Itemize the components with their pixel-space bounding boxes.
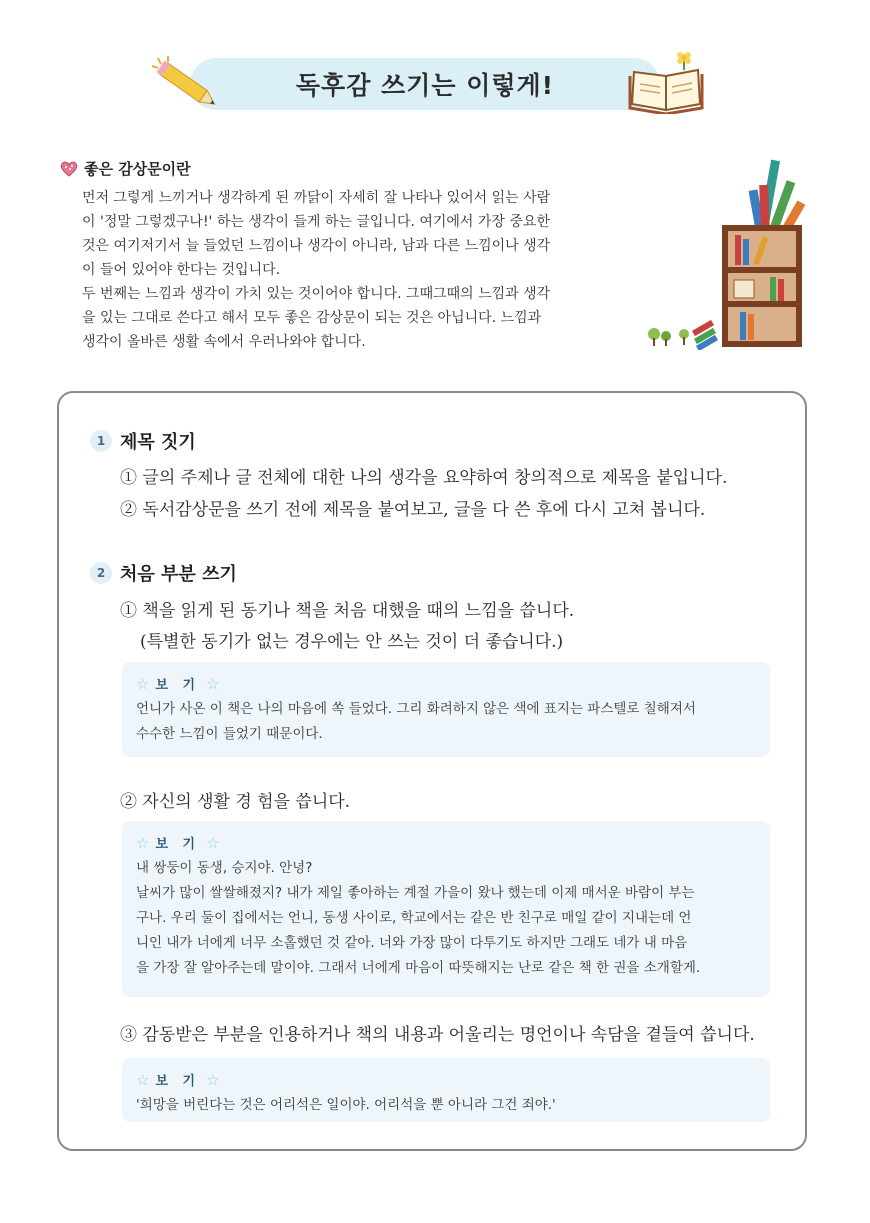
item-1-line-1: ① 책을 읽게 된 동기나 책을 처음 대했을 때의 느낌을 씁니다. xyxy=(120,601,575,621)
example-heading xyxy=(136,1070,756,1089)
intro-line: 이 들어 있어야 한다는 것입니다. xyxy=(82,262,281,278)
example-heading xyxy=(136,833,756,852)
star-icon: ☆ xyxy=(206,1070,220,1089)
section-number-badge: 2 xyxy=(90,562,112,584)
example-line: 내 쌍둥이 동생, 승지야. 안녕? xyxy=(136,860,313,876)
example-label: 보 기 xyxy=(155,678,201,693)
item-2-line: ② 자신의 생활 경 험을 씁니다. xyxy=(120,792,351,812)
example-label: 보 기 xyxy=(155,1074,201,1089)
section-number-badge: 1 xyxy=(90,430,112,452)
intro-line: 을 있는 그대로 쓴다고 해서 모두 좋은 감상문이 되는 것은 아닙니다. 느낌과 xyxy=(82,310,542,326)
star-icon: ☆ xyxy=(136,674,150,693)
intro-line: 먼저 그렇게 느끼거나 생각하게 된 까닭이 자세히 잘 나타나 있어서 읽는 사람 xyxy=(82,190,551,206)
example-line: 구나. 우리 둘이 집에서는 언니, 동생 사이로, 학교에서는 같은 반 친구로 매일 같이 지내는데 언 xyxy=(136,910,692,926)
intro-line: 두 번째는 느낌과 생각이 가치 있는 것이어야 합니다. 그때그때의 느낌과 생각 xyxy=(82,286,551,302)
section-2-heading xyxy=(90,560,237,586)
open-book-icon xyxy=(628,50,706,114)
star-icon: ☆ xyxy=(206,833,220,852)
example-line: 수수한 느낌이 들었기 때문이다. xyxy=(136,726,323,742)
intro-line: 이 '정말 그렇겠구나!' 하는 생각이 들게 하는 글입니다. 여기에서 가장 중요한 xyxy=(82,214,550,230)
star-icon: ☆ xyxy=(136,1070,150,1089)
example-heading xyxy=(136,674,756,693)
item-3-line: ③ 감동받은 부분을 인용하거나 책의 내용과 어울리는 명언이나 속담을 곁들여 씁니다. xyxy=(120,1025,755,1045)
intro-line: 생각이 올바른 생활 속에서 우러나와야 합니다. xyxy=(82,334,366,350)
pencil-icon xyxy=(150,52,230,122)
example-line: 을 가장 잘 알아주는데 말이야. 그래서 너에게 마음이 따뜻해지는 난로 같은 책 한 권을 소개할게. xyxy=(136,960,701,976)
example-box-3 xyxy=(122,1058,770,1122)
star-icon: ☆ xyxy=(206,674,220,693)
example-line: '희망을 버린다는 것은 어리석은 일이야. 어리석을 뿐 아니라 그건 죄야.' xyxy=(136,1097,556,1113)
bookshelf-icon xyxy=(640,140,810,350)
example-label: 보 기 xyxy=(155,837,201,852)
example-line: 날씨가 많이 쌀쌀해졌지? 내가 제일 좋아하는 계절 가을이 왔나 했는데 이제 매서운 바람이 부는 xyxy=(136,885,695,901)
intro-line: 것은 여기저기서 늘 들었던 느낌이나 생각이 아니라, 남과 다른 느낌이나 생각 xyxy=(82,238,551,254)
section-title: 처음 부분 쓰기 xyxy=(120,564,237,585)
item-1-line-2: (특별한 동기가 없는 경우에는 안 쓰는 것이 더 좋습니다.) xyxy=(140,632,564,652)
section-1-line-2: ② 독서감상문을 쓰기 전에 제목을 붙여보고, 글을 다 쓴 후에 다시 고쳐 봅니다. xyxy=(120,500,706,520)
intro-paragraph-1 xyxy=(82,186,614,354)
section-1-heading xyxy=(90,428,196,454)
section-1-line-1: ① 글의 주제나 글 전체에 대한 나의 생각을 요약하여 창의적으로 제목을 붙입니다. xyxy=(120,468,728,488)
page-title: 독후감 쓰기는 이렇게! xyxy=(295,71,555,100)
example-box-1 xyxy=(122,662,770,757)
star-icon: ☆ xyxy=(136,833,150,852)
section-title: 제목 짓기 xyxy=(120,432,196,453)
example-box-2 xyxy=(122,821,770,997)
example-line: 니인 내가 너에게 너무 소홀했던 것 같아. 너와 가장 많이 다투기도 하지만 그래도 네가 내 마음 xyxy=(136,935,688,951)
title-banner xyxy=(190,58,660,110)
heart-icon xyxy=(60,161,78,177)
intro-heading-label: 좋은 감상문이란 xyxy=(84,160,191,178)
example-line: 언니가 사온 이 책은 나의 마음에 쏙 들었다. 그리 화려하지 않은 색에 표지는 파스텔로 칠해져서 xyxy=(136,701,696,717)
intro-heading xyxy=(60,158,191,179)
